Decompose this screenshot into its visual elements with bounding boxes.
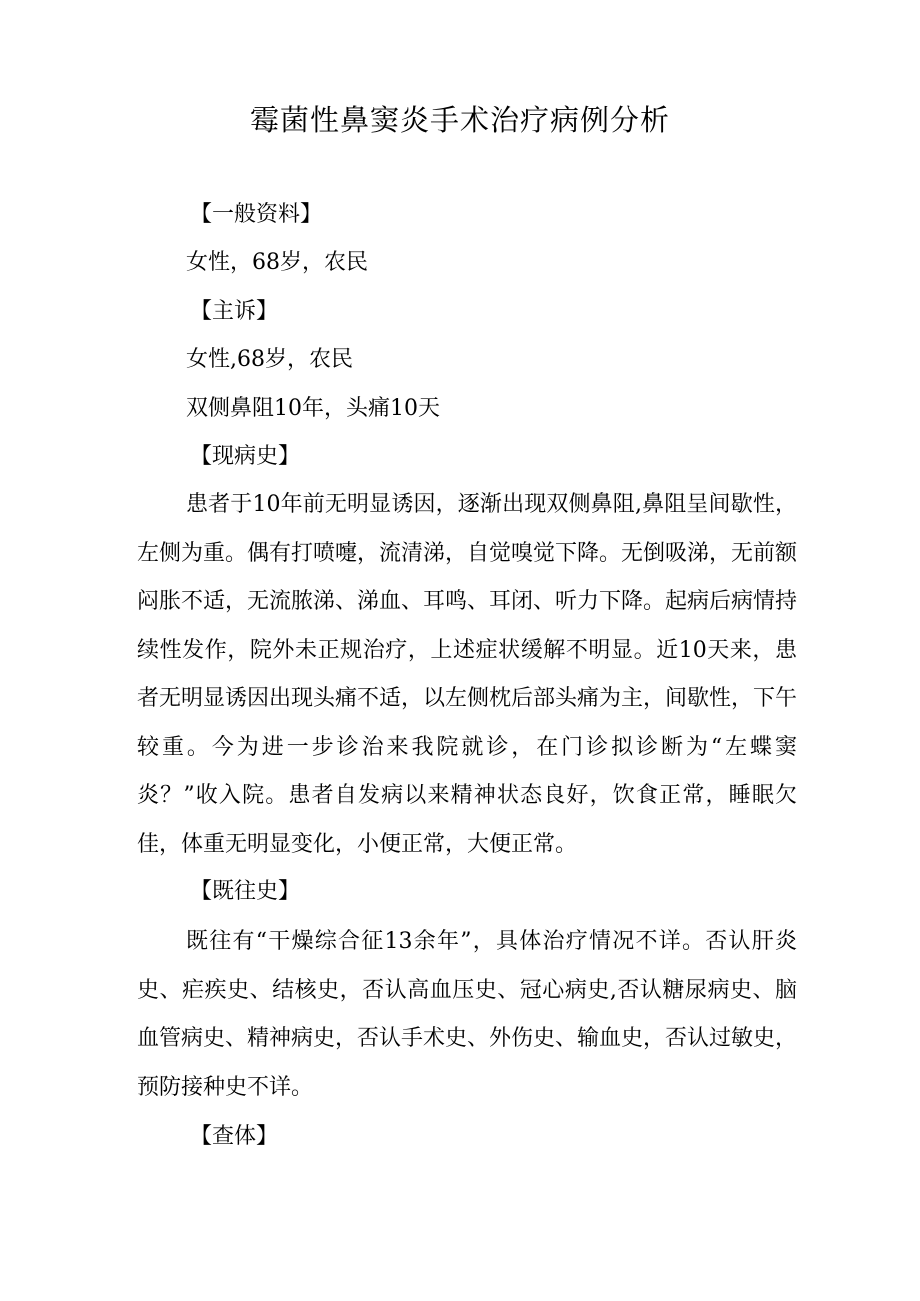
- heading-chief-complaint: 【主诉】: [190, 299, 279, 324]
- heading-general-info: 【一般资料】: [190, 202, 323, 227]
- general-info-text: 女性，68岁，农民: [186, 250, 368, 275]
- past-history-paragraph: 既往有“干燥综合征13余年”，具体治疗情况不详。否认肝炎史、疟疾史、结核史，否认高血压史、冠心病史,否认糖尿病史、脑血管病史、精神病史，否认手术史、外伤史、输血史，否认过敏史，预防接种史不详。: [137, 929, 798, 1100]
- present-illness-paragraph: 患者于10年前无明显诱因，逐渐出现双侧鼻阻,鼻阻呈间歇性，左侧为重。偶有打喷嚏，流清涕，自觉嗅觉下降。无倒吸涕，无前额闷胀不适，无流脓涕、涕血、耳鸣、耳闭、听力下降。起病后病情持续性发作，院外未正规治疗，上述症状缓解不明显。近10天来，患者无明显诱因出现头痛不适，以左侧枕后部头痛为主，间歇性，下午较重。今为进一步诊治来我院就诊，在门诊拟诊断为“左蝶窦炎？”收入院。患者自发病以来精神状态良好，饮食正常，睡眠欠佳，体重无明显变化，小便正常，大便正常。: [137, 492, 798, 857]
- heading-physical-exam: 【查体】: [190, 1124, 279, 1149]
- heading-past-history: 【既往史】: [190, 879, 301, 904]
- heading-present-illness: 【现病史】: [190, 444, 301, 469]
- chief-complaint-line-1: 女性,68岁，农民: [186, 347, 353, 372]
- document-title: 霉菌性鼻窦炎手术治疗病例分析: [249, 103, 670, 137]
- chief-complaint-line-2: 双侧鼻阻10年，头痛10天: [186, 396, 440, 421]
